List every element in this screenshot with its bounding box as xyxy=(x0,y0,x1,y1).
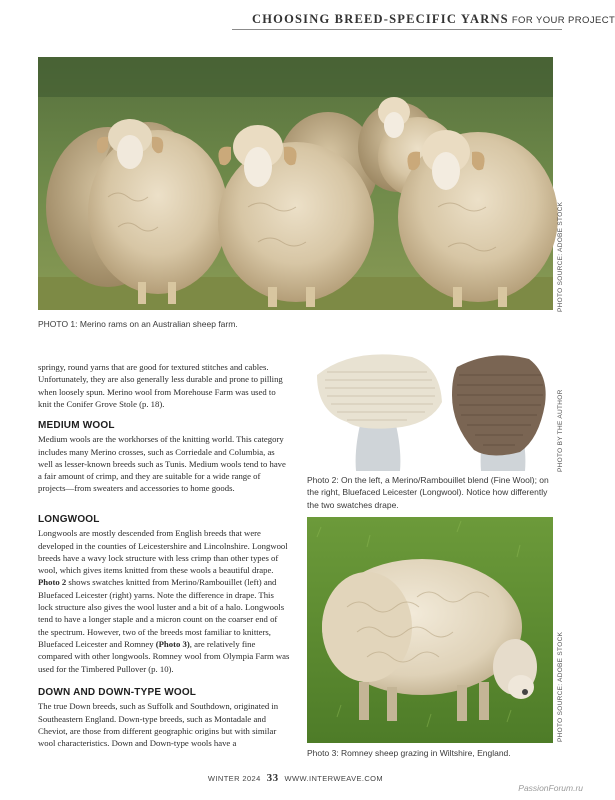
section-medium-wool xyxy=(38,420,290,495)
footer-issue: WINTER 2024 xyxy=(207,774,261,783)
intro-paragraph xyxy=(38,361,290,410)
photo-swatches xyxy=(307,347,553,471)
page-footer xyxy=(0,772,591,784)
medium-wool-heading: MEDIUM WOOL xyxy=(38,420,115,431)
longwool-photo3-ref: (Photo 3) xyxy=(155,638,190,649)
longwool-text-1: Longwools are mostly descended from English breeds that were developed in the counties of Leicestershire and Lincolnshire. Longwool breeds have a wavy lock structure with less crimp than other types of wool, which gives items knitted from these wools a beautiful drape. xyxy=(38,528,288,576)
watermark: PassionForum.ru xyxy=(518,783,583,793)
photo1-credit: PHOTO SOURCE: ADOBE STOCK xyxy=(557,201,564,312)
section-longwool xyxy=(38,514,290,675)
longwool-text-3: , are relatively fine compared with other longwools. Romney wool from Olympia Farm was used for the Timbered Pullover (p. 10). xyxy=(38,638,290,674)
running-header xyxy=(232,8,615,28)
section-down-wool xyxy=(38,687,290,749)
longwool-heading: LONGWOOL xyxy=(38,514,100,525)
intro-text: springy, round yarns that are good for textured stitches and cables. Unfortunately, they are also generally less durable and prone to pilling when loosely spun. Merino wool from Morehouse Farm was used to knit the Conifer Grove Stole (p. 18). xyxy=(38,362,283,409)
down-wool-text: The true Down breeds, such as Suffolk and Southdown, originated in Southeastern England. Down-type breeds, such as Montadale and Cheviot, are those from different geographic origins but with similar wool characteristics. Down and Down-type wools have a xyxy=(38,701,279,749)
page-number: 33 xyxy=(266,772,279,784)
longwool-paragraph xyxy=(38,527,290,675)
header-subtitle: FOR YOUR PROJECT xyxy=(511,15,615,26)
photo3-credit: PHOTO SOURCE: ADOBE STOCK xyxy=(557,631,564,742)
longwool-photo2-ref: Photo 2 xyxy=(38,577,67,588)
header-rule xyxy=(232,29,562,30)
photo2-caption: Photo 2: On the left, a Merino/Rambouillet blend (Fine Wool); on the right, Bluefaced Leicester (Longwool). Notice how differently the two swatches drape. xyxy=(307,475,549,510)
photo1-caption: PHOTO 1: Merino rams on an Australian sheep farm. xyxy=(38,319,238,329)
photo3-caption: Photo 3: Romney sheep grazing in Wiltshire, England. xyxy=(307,748,511,758)
medium-wool-text: Medium wools are the workhorses of the knitting world. This category includes many Merino crosses, such as Corriedale and Columbia, as well as lesser-known breeds such as Tunis. Medium wools tend to have a fair amount of crimp, and they are suitable for a wide range of projects—from sweaters and accessories to home goods. xyxy=(38,434,286,494)
header-title-text: CHOOSING BREED-SPECIFIC YARNS xyxy=(252,12,509,26)
header-title xyxy=(252,12,615,27)
down-wool-heading: DOWN AND DOWN-TYPE WOOL xyxy=(38,687,197,698)
photo-romney-sheep xyxy=(307,517,553,743)
photo2-credit: PHOTO BY THE AUTHOR xyxy=(557,389,564,472)
footer-url: WWW.INTERWEAVE.COM xyxy=(284,774,384,783)
photo-merino-rams xyxy=(38,57,553,310)
longwool-text-2: shows swatches knitted from Merino/Rambouillet (left) and Bluefaced Leicester (right) yarns. Note the difference in drape. This lock structure also gives the wool luster and a bit of a halo. Longwools tend to have a longer staple and a micron count on the coarser end of the spectrum. However, two of the breeds most familiar to knitters, Bluefaced Leicester and Romney xyxy=(38,577,285,649)
